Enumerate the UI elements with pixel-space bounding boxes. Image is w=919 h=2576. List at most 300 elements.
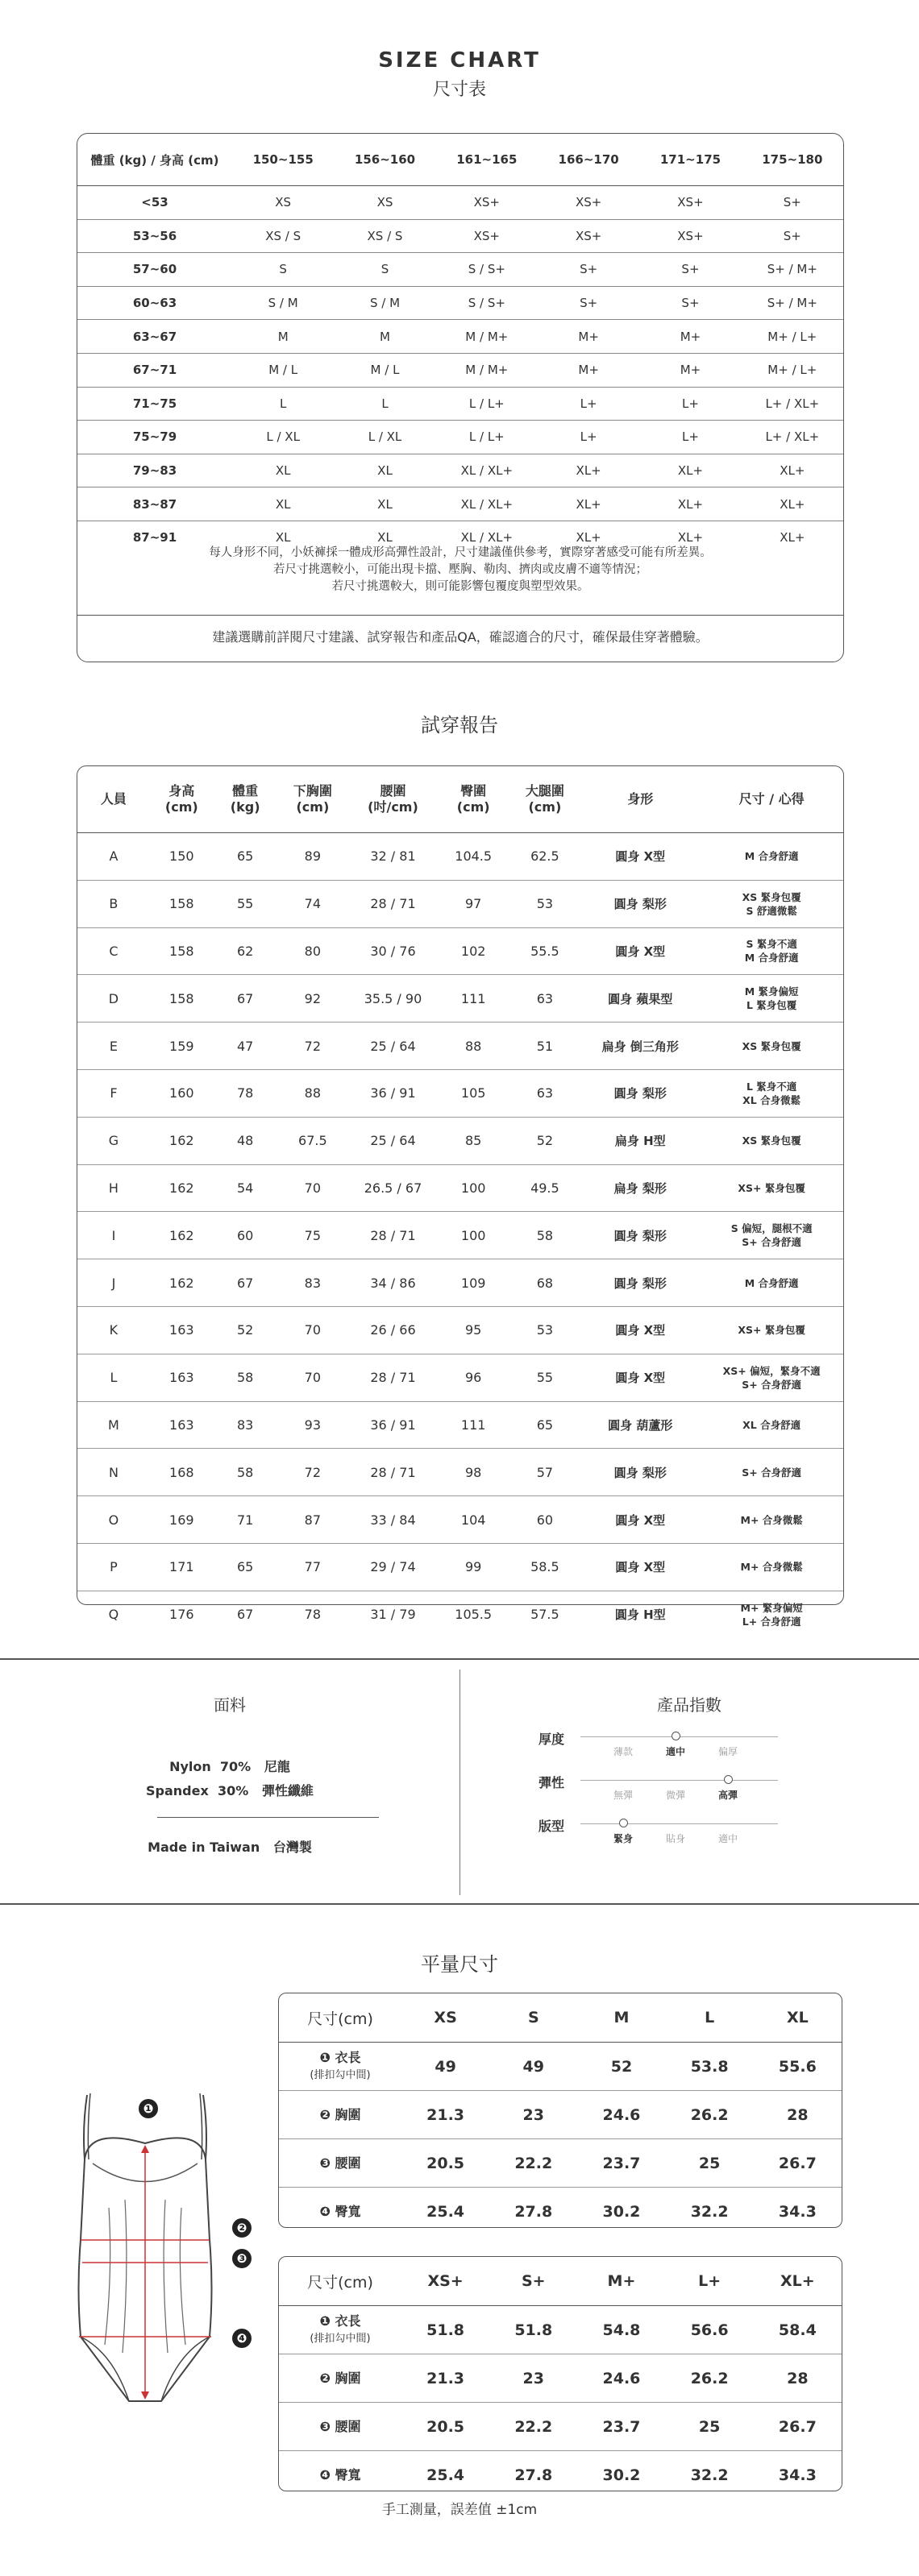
recommended-size: M / M+ bbox=[465, 329, 509, 344]
size-chart-row bbox=[77, 353, 843, 387]
try-on-body-type: 圓身 X型 bbox=[615, 849, 666, 865]
recommended-size: L+ bbox=[682, 396, 699, 411]
try-on-thigh: 65 bbox=[536, 1417, 554, 1433]
measure-value: 25.4 bbox=[426, 2466, 465, 2484]
measure-value: 58.4 bbox=[778, 2321, 817, 2339]
try-on-waist: 28 / 71 bbox=[370, 1370, 416, 1386]
try-on-underbust: 77 bbox=[304, 1559, 322, 1575]
try-on-thigh: 53 bbox=[536, 1322, 554, 1338]
recommended-size: XL bbox=[275, 530, 291, 545]
recommended-size: S bbox=[279, 262, 287, 277]
recommended-size: S / M bbox=[268, 296, 298, 311]
try-on-weight: 47 bbox=[236, 1038, 254, 1054]
try-on-header: 人員 bbox=[100, 791, 127, 807]
flat-size-header: XS+ bbox=[427, 2272, 464, 2290]
measure-value: 28 bbox=[787, 2369, 809, 2387]
try-on-id: D bbox=[108, 990, 119, 1006]
measure-value: 30.2 bbox=[602, 2466, 641, 2484]
recommended-size: L+ bbox=[580, 429, 597, 445]
try-on-thigh: 55.5 bbox=[530, 943, 559, 959]
recommended-size: XL bbox=[377, 463, 393, 479]
try-on-fit: M 合身舒適 bbox=[744, 1276, 799, 1289]
try-on-row bbox=[77, 1496, 843, 1544]
fabric-composition-nylon: Nylon 70% 尼龍 bbox=[169, 1759, 290, 1774]
flat-size-box-plus bbox=[278, 2256, 842, 2491]
measure-value: 20.5 bbox=[426, 2417, 465, 2436]
try-on-id: E bbox=[109, 1038, 118, 1054]
try-on-thigh: 62.5 bbox=[530, 848, 559, 865]
index-label: 彈性 bbox=[538, 1775, 564, 1790]
size-chart-row bbox=[77, 320, 843, 354]
weight-range: 83~87 bbox=[132, 496, 177, 512]
try-on-weight: 55 bbox=[236, 896, 254, 912]
try-on-id: J bbox=[111, 1275, 116, 1291]
flat-size-row bbox=[279, 2188, 842, 2236]
try-on-weight: 62 bbox=[236, 943, 254, 959]
height-range-header: 171~175 bbox=[659, 152, 721, 167]
try-on-fit: S+ 合身舒適 bbox=[742, 1466, 802, 1479]
recommended-size: XL+ bbox=[780, 530, 805, 545]
measure-label: ❷ 胸圍 bbox=[319, 2370, 361, 2386]
recommended-size: XL bbox=[275, 496, 291, 512]
try-on-height: 162 bbox=[169, 1133, 194, 1149]
try-on-underbust: 92 bbox=[304, 990, 322, 1006]
try-on-fit: M 合身舒適 bbox=[744, 850, 799, 863]
try-on-hip: 104 bbox=[460, 1512, 486, 1528]
height-range-header: 175~180 bbox=[762, 152, 823, 167]
measure-value: 49 bbox=[435, 2057, 456, 2076]
recommended-size: S+ bbox=[783, 195, 801, 210]
recommended-size: XS+ bbox=[677, 228, 704, 243]
try-on-weight: 78 bbox=[236, 1085, 254, 1101]
try-on-row bbox=[77, 833, 843, 881]
recommended-size: M / M+ bbox=[465, 363, 509, 378]
try-on-row bbox=[77, 880, 843, 927]
fabric-title: 面料 bbox=[214, 1695, 246, 1715]
try-on-body bbox=[77, 833, 843, 1638]
recommended-size: XL+ bbox=[576, 530, 601, 545]
recommended-size: XL+ bbox=[677, 530, 704, 545]
size-chart-row bbox=[77, 253, 843, 287]
recommended-size: S+ bbox=[580, 262, 598, 277]
try-on-hip: 100 bbox=[460, 1180, 486, 1196]
try-on-height: 163 bbox=[169, 1370, 194, 1386]
recommended-size: S bbox=[380, 262, 389, 277]
try-on-hip: 111 bbox=[460, 990, 486, 1006]
try-on-underbust: 67.5 bbox=[298, 1133, 327, 1149]
try-on-row bbox=[77, 1354, 843, 1401]
recommended-size: XL / XL+ bbox=[460, 496, 514, 512]
try-on-id: B bbox=[109, 896, 119, 912]
try-on-waist: 34 / 86 bbox=[370, 1275, 416, 1291]
recommended-size: XS / S bbox=[367, 228, 403, 243]
recommended-size: L+ bbox=[682, 429, 699, 445]
measure-value: 52 bbox=[610, 2057, 633, 2076]
try-on-waist: 36 / 91 bbox=[370, 1417, 416, 1433]
size-chart-body bbox=[77, 186, 843, 554]
recommended-size: XL bbox=[275, 463, 291, 479]
index-label: 厚度 bbox=[538, 1732, 564, 1747]
measure-value: 34.3 bbox=[778, 2466, 817, 2484]
try-on-underbust: 83 bbox=[304, 1275, 322, 1291]
recommended-size: M / L bbox=[370, 363, 400, 378]
height-range-header: 156~160 bbox=[354, 152, 416, 167]
try-on-fit: XS 緊身包覆 S 舒適微鬆 bbox=[742, 890, 801, 917]
try-on-body-type: 圓身 X型 bbox=[615, 1512, 666, 1528]
try-on-underbust: 78 bbox=[304, 1607, 322, 1623]
try-on-header: 尺寸 / 心得 bbox=[738, 791, 805, 807]
index-option: 偏厚 bbox=[717, 1746, 738, 1757]
try-on-row bbox=[77, 1259, 843, 1307]
try-on-id: M bbox=[108, 1417, 119, 1433]
try-on-thigh: 51 bbox=[536, 1038, 554, 1054]
try-on-hip: 104.5 bbox=[455, 848, 493, 865]
try-on-header: 腰圍 (吋/cm) bbox=[368, 783, 418, 815]
index-scale-line bbox=[580, 1823, 778, 1824]
flat-size-corner: 尺寸(cm) bbox=[307, 2273, 373, 2292]
flat-size-header-row bbox=[279, 1993, 842, 2043]
try-on-row bbox=[77, 1069, 843, 1117]
measure-value: 21.3 bbox=[426, 2369, 465, 2387]
recommended-size: L+ / XL+ bbox=[765, 396, 820, 411]
try-on-height: 162 bbox=[169, 1227, 194, 1243]
recommended-size: L / XL bbox=[368, 429, 402, 445]
product-index-title: 產品指數 bbox=[657, 1695, 721, 1715]
index-option: 適中 bbox=[717, 1833, 738, 1844]
recommended-size: M / L bbox=[268, 363, 298, 378]
measure-sublabel: (排扣勾中間) bbox=[310, 2332, 371, 2345]
try-on-height: 158 bbox=[169, 943, 194, 959]
measure-value: 24.6 bbox=[602, 2105, 641, 2124]
try-on-hip: 111 bbox=[460, 1417, 486, 1433]
size-chart-row bbox=[77, 487, 843, 521]
try-on-weight: 83 bbox=[236, 1417, 254, 1433]
try-on-id: H bbox=[108, 1180, 119, 1196]
index-indicator-dot bbox=[619, 1819, 628, 1827]
flat-size-box-standard bbox=[278, 1993, 842, 2228]
try-on-weight: 60 bbox=[236, 1227, 254, 1243]
try-on-height: 160 bbox=[169, 1085, 194, 1101]
recommended-size: XS+ bbox=[473, 195, 500, 210]
recommended-size: M+ bbox=[578, 363, 599, 378]
weight-range: 75~79 bbox=[132, 429, 177, 445]
try-on-hip: 102 bbox=[460, 943, 486, 959]
section-divider bbox=[0, 1903, 919, 1905]
try-on-fit: M+ 合身微鬆 bbox=[740, 1561, 803, 1574]
recommended-size: XS / S bbox=[265, 228, 301, 243]
try-on-body-type: 圓身 梨形 bbox=[613, 1086, 667, 1101]
try-on-underbust: 93 bbox=[304, 1417, 322, 1433]
try-on-height: 159 bbox=[169, 1038, 194, 1054]
try-on-thigh: 63 bbox=[536, 990, 554, 1006]
try-on-hip: 88 bbox=[465, 1038, 482, 1054]
try-on-row bbox=[77, 1212, 843, 1259]
measure-value: 25 bbox=[698, 2154, 721, 2172]
measure-value: 34.3 bbox=[778, 2202, 817, 2221]
index-indicator-dot bbox=[724, 1775, 733, 1784]
try-on-height: 158 bbox=[169, 990, 194, 1006]
recommended-size: L / L+ bbox=[468, 429, 505, 445]
index-scale-line bbox=[580, 1780, 778, 1781]
size-note-line: 每人身形不同，小妖褲採一體成形高彈性設計，尺寸建議僅供參考，實際穿著感受可能有所差異。 bbox=[209, 546, 712, 559]
size-chart-corner: 體重 (kg) / 身高 (cm) bbox=[90, 152, 219, 168]
try-on-height: 176 bbox=[169, 1607, 194, 1623]
measure-value: 27.8 bbox=[514, 2202, 553, 2221]
try-on-id: C bbox=[109, 943, 119, 959]
try-on-waist: 28 / 71 bbox=[370, 1464, 416, 1480]
try-on-hip: 85 bbox=[465, 1133, 482, 1149]
try-on-waist: 25 / 64 bbox=[370, 1133, 416, 1149]
try-on-thigh: 49.5 bbox=[530, 1180, 559, 1196]
try-on-body-type: 圓身 H型 bbox=[614, 1607, 666, 1623]
flat-size-title: 平量尺寸 bbox=[421, 1953, 498, 1976]
try-on-row bbox=[77, 1117, 843, 1164]
recommended-size: XL+ bbox=[677, 496, 704, 512]
flat-size-row bbox=[279, 2403, 842, 2451]
recommended-size: L / XL bbox=[266, 429, 300, 445]
flat-size-header: M bbox=[613, 2009, 630, 2026]
try-on-body-type: 圓身 X型 bbox=[615, 1560, 666, 1575]
flat-size-row bbox=[279, 2091, 842, 2139]
recommended-size: S+ bbox=[783, 228, 801, 243]
try-on-weight: 67 bbox=[236, 1607, 254, 1623]
height-range-header: 161~165 bbox=[456, 152, 518, 167]
try-on-thigh: 60 bbox=[536, 1512, 554, 1528]
marker-4: ❹ bbox=[232, 2329, 252, 2348]
measure-label: ❶ 衣長 (排扣勾中間) bbox=[310, 2313, 371, 2345]
try-on-underbust: 70 bbox=[304, 1370, 322, 1386]
recommended-size: S+ bbox=[681, 296, 700, 311]
measure-label: ❷ 胸圍 bbox=[319, 2106, 361, 2122]
flat-size-header: S bbox=[527, 2009, 539, 2026]
flat-size-row bbox=[279, 2451, 842, 2499]
try-on-header-row bbox=[77, 766, 843, 833]
try-on-id: F bbox=[110, 1085, 118, 1101]
try-on-height: 163 bbox=[169, 1322, 194, 1338]
try-on-height: 168 bbox=[169, 1464, 194, 1480]
try-on-fit: XS 緊身包覆 bbox=[742, 1039, 801, 1052]
try-on-underbust: 87 bbox=[304, 1512, 322, 1528]
measure-value: 25.4 bbox=[426, 2202, 465, 2221]
try-on-fit: S 偏短，腿根不適 S+ 合身舒適 bbox=[730, 1222, 813, 1249]
try-on-body-type: 圓身 蘋果型 bbox=[608, 991, 673, 1006]
measure-value: 20.5 bbox=[426, 2154, 465, 2172]
flat-size-header: L bbox=[705, 2009, 715, 2026]
flat-size-header: S+ bbox=[521, 2272, 546, 2290]
try-on-height: 162 bbox=[169, 1180, 194, 1196]
try-on-body-type: 圓身 X型 bbox=[615, 1371, 666, 1386]
try-on-hip: 99 bbox=[465, 1559, 482, 1575]
flat-size-row bbox=[279, 2354, 842, 2403]
weight-range: 79~83 bbox=[132, 463, 177, 479]
weight-range: 53~56 bbox=[132, 228, 177, 243]
try-on-body-type: 扁身 梨形 bbox=[613, 1180, 667, 1196]
try-on-header: 下胸圍 (cm) bbox=[293, 783, 332, 815]
weight-range: 67~71 bbox=[132, 363, 177, 378]
try-on-body-type: 扁身 H型 bbox=[614, 1134, 666, 1149]
try-on-body-type: 圓身 梨形 bbox=[613, 1465, 667, 1480]
marker-3: ❸ bbox=[232, 2249, 252, 2268]
flat-size-table bbox=[279, 1993, 842, 2235]
recommended-size: XL bbox=[377, 496, 393, 512]
try-on-waist: 33 / 84 bbox=[370, 1512, 416, 1528]
flat-size-header-row bbox=[279, 2257, 842, 2306]
try-on-weight: 71 bbox=[236, 1512, 254, 1528]
try-on-row bbox=[77, 975, 843, 1023]
recommended-size: L+ / XL+ bbox=[765, 429, 820, 445]
measure-label: ❸ 腰圍 bbox=[319, 2418, 361, 2434]
measure-value: 51.8 bbox=[514, 2321, 553, 2339]
recommended-size: XL+ bbox=[780, 463, 805, 479]
measure-value: 55.6 bbox=[778, 2057, 817, 2076]
recommended-size: S / M bbox=[369, 296, 401, 311]
measure-value: 26.7 bbox=[778, 2154, 817, 2172]
recommended-size: S+ bbox=[681, 262, 700, 277]
try-on-body-type: 圓身 葫蘆形 bbox=[608, 1417, 673, 1433]
recommended-size: S+ / M+ bbox=[767, 296, 817, 311]
try-on-height: 163 bbox=[169, 1417, 194, 1433]
try-on-weight: 65 bbox=[236, 848, 254, 865]
try-on-fit: M+ 合身微鬆 bbox=[740, 1513, 803, 1526]
measure-value: 56.6 bbox=[690, 2321, 729, 2339]
recommended-size: XL+ bbox=[576, 463, 601, 479]
flat-size-row bbox=[279, 2043, 842, 2091]
try-on-id: Q bbox=[108, 1607, 119, 1623]
try-on-thigh: 57 bbox=[536, 1464, 554, 1480]
try-on-weight: 58 bbox=[236, 1370, 254, 1386]
weight-range: 71~75 bbox=[132, 396, 177, 411]
try-on-fit: M 緊身偏短 L 緊身包覆 bbox=[744, 985, 799, 1012]
try-on-fit: L 緊身不適 XL 合身微鬆 bbox=[742, 1080, 801, 1106]
recommended-size: XL / XL+ bbox=[460, 530, 514, 545]
measure-value: 21.3 bbox=[426, 2105, 465, 2124]
measure-value: 23.7 bbox=[602, 2154, 641, 2172]
try-on-thigh: 68 bbox=[536, 1275, 554, 1291]
try-on-underbust: 88 bbox=[304, 1085, 322, 1101]
try-on-weight: 54 bbox=[236, 1180, 254, 1196]
measure-value: 53.8 bbox=[690, 2057, 729, 2076]
index-option: 高彈 bbox=[717, 1790, 738, 1801]
try-on-hip: 95 bbox=[465, 1322, 482, 1338]
measure-value: 51.8 bbox=[426, 2321, 465, 2339]
flat-size-header: L+ bbox=[698, 2272, 721, 2290]
try-on-fit: XS+ 偏短，緊身不適 S+ 合身舒適 bbox=[722, 1364, 821, 1391]
index-option: 貼身 bbox=[665, 1833, 685, 1844]
flat-size-header: XL+ bbox=[780, 2272, 815, 2290]
measure-value: 23 bbox=[522, 2105, 544, 2124]
try-on-fit: XS 緊身包覆 bbox=[742, 1135, 801, 1147]
try-on-underbust: 72 bbox=[304, 1038, 322, 1054]
try-on-height: 171 bbox=[169, 1559, 194, 1575]
height-range-header: 166~170 bbox=[558, 152, 619, 167]
recommended-size: XS+ bbox=[473, 228, 500, 243]
try-on-waist: 26 / 66 bbox=[370, 1322, 416, 1338]
measure-label: ❹ 臀寬 bbox=[319, 2203, 361, 2219]
try-on-underbust: 70 bbox=[304, 1322, 322, 1338]
try-on-thigh: 58 bbox=[536, 1227, 554, 1243]
flat-size-header: XS bbox=[434, 2009, 457, 2026]
divider bbox=[77, 615, 843, 616]
index-option: 微彈 bbox=[665, 1790, 685, 1801]
size-chart-row bbox=[77, 286, 843, 320]
try-on-header: 臀圍 (cm) bbox=[456, 783, 490, 815]
size-chart-header-row bbox=[77, 134, 843, 186]
recommended-size: XS+ bbox=[677, 195, 704, 210]
try-on-body-type: 圓身 梨形 bbox=[613, 1276, 667, 1291]
try-on-header: 大腿圍 (cm) bbox=[525, 783, 564, 815]
try-on-thigh: 57.5 bbox=[530, 1607, 559, 1623]
try-on-underbust: 75 bbox=[304, 1227, 322, 1243]
recommended-size: M+ bbox=[578, 329, 599, 344]
recommended-size: S / S+ bbox=[468, 262, 505, 277]
try-on-hip: 98 bbox=[465, 1464, 482, 1480]
measure-value: 26.2 bbox=[690, 2369, 729, 2387]
size-chart-row bbox=[77, 454, 843, 487]
try-on-thigh: 58.5 bbox=[530, 1559, 559, 1575]
try-on-id: A bbox=[109, 848, 119, 865]
fabric-composition-spandex: Spandex 30% 彈性纖維 bbox=[146, 1783, 314, 1798]
measure-value: 24.6 bbox=[602, 2369, 641, 2387]
try-on-hip: 96 bbox=[465, 1370, 482, 1386]
size-chart-title-zh: 尺寸表 bbox=[432, 80, 486, 100]
recommended-size: M+ / L+ bbox=[767, 329, 817, 344]
measure-value: 30.2 bbox=[602, 2202, 641, 2221]
try-on-waist: 28 / 71 bbox=[370, 1227, 416, 1243]
index-option: 無彈 bbox=[613, 1790, 633, 1801]
index-label: 版型 bbox=[538, 1819, 564, 1834]
recommended-size: S / S+ bbox=[468, 296, 505, 311]
weight-range: 60~63 bbox=[132, 296, 177, 311]
try-on-weight: 67 bbox=[236, 990, 254, 1006]
try-on-hip: 100 bbox=[460, 1227, 486, 1243]
size-chart-table bbox=[77, 134, 843, 554]
try-on-id: L bbox=[110, 1370, 118, 1386]
measure-label: ❶ 衣長 (排扣勾中間) bbox=[310, 2049, 371, 2081]
flat-size-header: M+ bbox=[607, 2272, 636, 2290]
try-on-weight: 65 bbox=[236, 1559, 254, 1575]
recommended-size: XL+ bbox=[576, 496, 601, 512]
try-on-waist: 31 / 79 bbox=[370, 1607, 416, 1623]
recommended-size: L bbox=[381, 396, 389, 411]
try-on-waist: 28 / 71 bbox=[370, 896, 416, 912]
try-on-header: 身形 bbox=[627, 791, 654, 807]
recommended-size: L bbox=[279, 396, 287, 411]
flat-size-table bbox=[279, 2257, 842, 2499]
try-on-id: N bbox=[108, 1464, 119, 1480]
try-on-thigh: 63 bbox=[536, 1085, 554, 1101]
measure-value: 26.2 bbox=[690, 2105, 729, 2124]
size-chart-row bbox=[77, 219, 843, 253]
measure-value: 49 bbox=[522, 2057, 544, 2076]
try-on-body-type: 圓身 X型 bbox=[615, 1323, 666, 1338]
try-on-row bbox=[77, 1306, 843, 1354]
try-on-waist: 30 / 76 bbox=[370, 943, 416, 959]
try-on-thigh: 53 bbox=[536, 896, 554, 912]
try-on-underbust: 89 bbox=[304, 848, 322, 865]
try-on-body-type: 圓身 梨形 bbox=[613, 1228, 667, 1243]
size-chart-box bbox=[77, 133, 844, 662]
size-note-line: 若尺寸挑選較大，則可能影響包覆度與塑型效果。 bbox=[331, 580, 589, 593]
index-indicator-dot bbox=[672, 1732, 680, 1740]
try-on-row bbox=[77, 1543, 843, 1591]
try-on-row bbox=[77, 1449, 843, 1496]
try-on-fit: XS+ 緊身包覆 bbox=[738, 1181, 805, 1194]
flat-size-row bbox=[279, 2306, 842, 2354]
try-on-hip: 105.5 bbox=[455, 1607, 493, 1623]
try-on-row bbox=[77, 1164, 843, 1212]
recommended-size: S+ / M+ bbox=[767, 262, 817, 277]
try-on-weight: 52 bbox=[236, 1322, 254, 1338]
